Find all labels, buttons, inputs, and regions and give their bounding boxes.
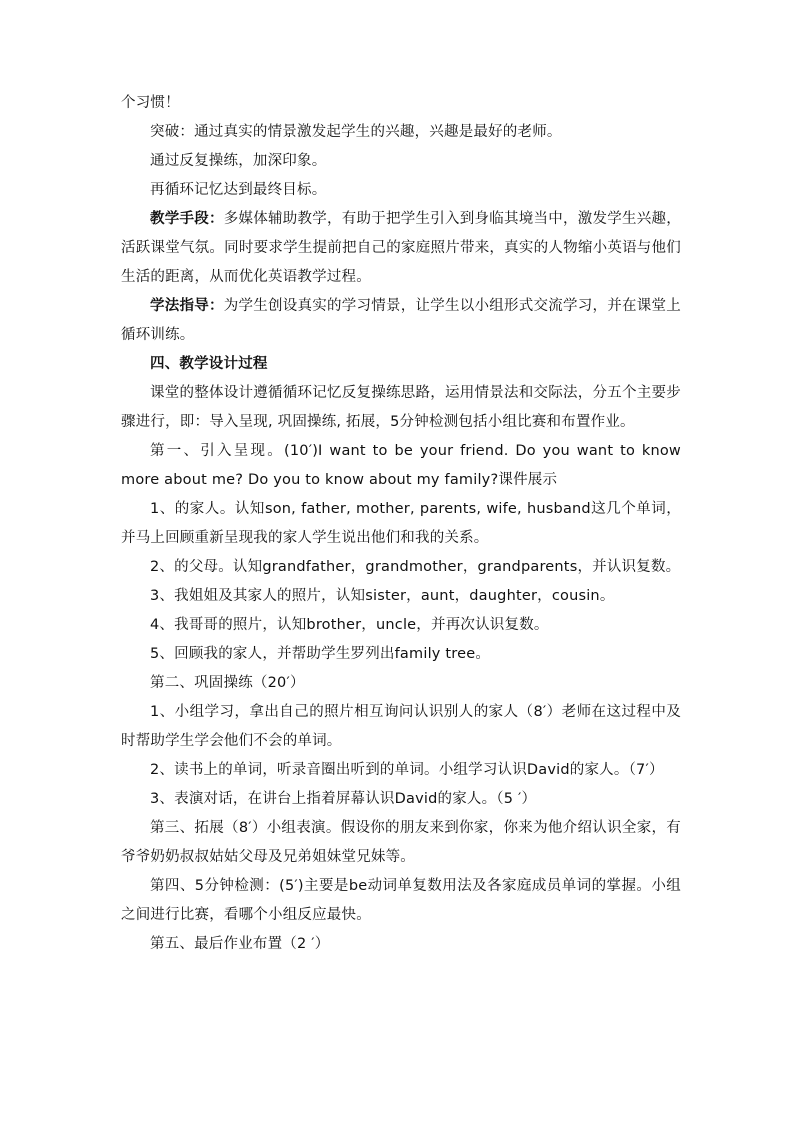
paragraph-teaching-methods [121, 205, 681, 292]
paragraph-overall-design: 课堂的整体设计遵循循环记忆反复操练思路，运用情景法和交际法，分五个主要步骤进行，即：导入呈现, 巩固操练, 拓展，5分钟检测包括小组比赛和布置作业。 [121, 385, 681, 430]
list-item: 1、小组学习，拿出自己的照片相互询问认识别人的家人（8′）老师在这过程中及时帮助学生学会他们不会的单词。 [121, 704, 681, 749]
learning-guidance-text: 为学生创设真实的学习情景，让学生以小组形式交流学习，并在课堂上循环训练。 [121, 298, 682, 343]
paragraph-step-four: 第四、5分钟检测：(5′)主要是be动词单复数用法及各家庭成员单词的掌握。小组之间进行比赛，看哪个小组反应最快。 [121, 878, 681, 923]
paragraph-memory: 再循环记忆达到最终目标。 [150, 182, 327, 198]
list-item: 5、回顾我的家人，并帮助学生罗列出family tree。 [150, 646, 491, 662]
paragraph-continuation: 个习惯！ [121, 95, 180, 111]
document-body [121, 89, 681, 959]
list-item: 2、读书上的单词，听录音圈出听到的单词。小组学习认识David的家人。（7′） [150, 762, 664, 778]
paragraph-breakthrough: 突破：通过真实的情景激发起学生的兴趣，兴趣是最好的老师。 [150, 124, 562, 140]
paragraph-step-two: 第二、巩固操练（20′） [150, 675, 305, 691]
list-item: 1、的家人。认知son, father, mother, parents, wife, husband这几个单词，并马上回顾重新呈现我的家人学生说出他们和我的关系。 [121, 501, 681, 546]
list-item: 3、表演对话，在讲台上指着屏幕认识David的家人。（5 ′） [150, 791, 537, 807]
teaching-methods-label: 教学手段： [150, 211, 224, 227]
paragraph-step-three: 第三、拓展（8′）小组表演。假设你的朋友来到你家，你来为他介绍认识全家，有爷爷奶奶叔叔姑姑父母及兄弟姐妹堂兄妹等。 [121, 820, 681, 865]
paragraph-practice: 通过反复操练，加深印象。 [150, 153, 327, 169]
learning-guidance-label: 学法指导： [150, 298, 224, 314]
section-heading: 四、教学设计过程 [150, 356, 268, 372]
paragraph-step-five: 第五、最后作业布置（2 ′） [150, 936, 330, 952]
teaching-methods-text: 多媒体辅助教学，有助于把学生引入到身临其境当中，激发学生兴趣，活跃课堂气氛。同时要求学生提前把自己的家庭照片带来，真实的人物缩小英语与他们生活的距离，从而优化英语教学过程。 [121, 211, 682, 285]
paragraph-learning-guidance [121, 292, 681, 350]
list-item: 3、我姐姐及其家人的照片，认知sister，aunt，daughter，cousin。 [150, 588, 615, 604]
list-item: 2、的父母。认知grandfather，grandmother，grandparents，并认识复数。 [150, 559, 681, 575]
paragraph-step-one: 第一、引入呈现。(10′)I want to be your friend. Do you want to know more about me? Do you to know about my family?课件展示 [121, 443, 681, 488]
list-item: 4、我哥哥的照片，认知brother，uncle，并再次认识复数。 [150, 617, 549, 633]
